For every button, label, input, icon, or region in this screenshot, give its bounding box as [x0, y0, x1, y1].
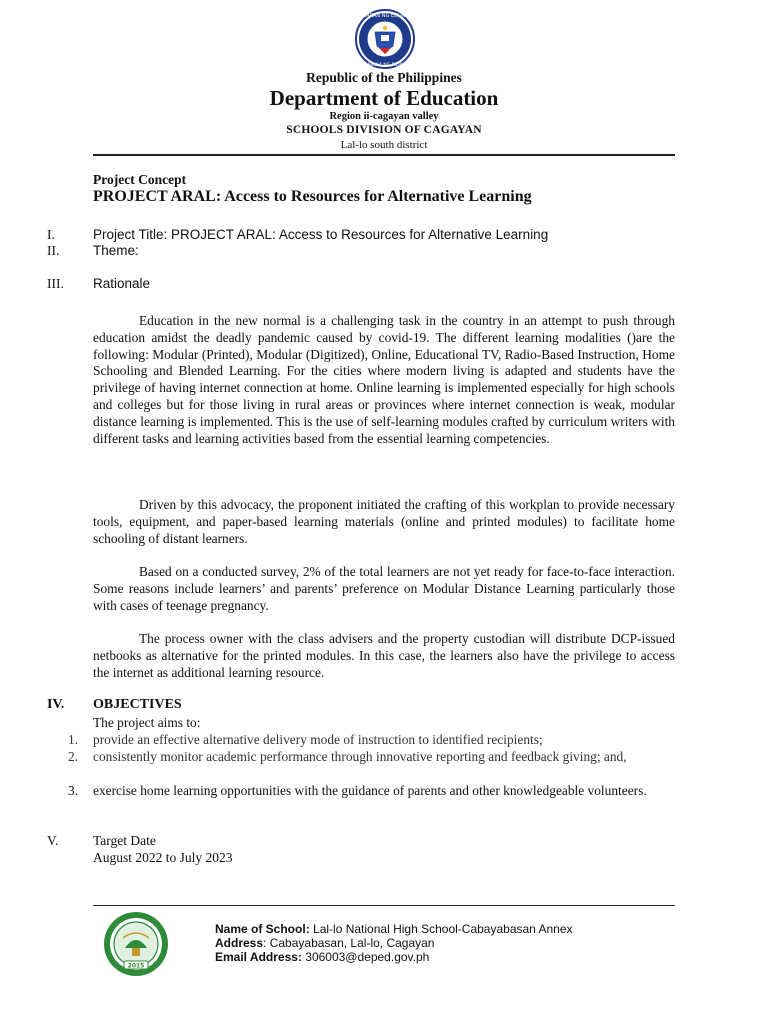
rationale-paragraph-4: The process owner with the class advisers and the property custodian will distribute DCP-issued netbooks as alternative for the printed modules. In this case, the learners also have the privilege to access the internet as additional learning resource. — [93, 631, 675, 680]
footer-school-value: Lal-lo National High School-Cabayabasan Annex — [313, 922, 573, 936]
section-rationale — [0, 276, 768, 294]
section-text: Target Date — [93, 833, 156, 848]
project-concept-label: Project Concept — [93, 172, 187, 187]
objective-item — [60, 732, 675, 749]
section-theme — [0, 243, 768, 261]
footer-address-value: Cabayabasan, Lal-lo, Cagayan — [269, 936, 435, 950]
header-republic: Republic of the Philippines — [306, 70, 462, 85]
section-number: I. — [47, 227, 55, 242]
rationale-paragraph-1: Education in the new normal is a challenging task in the country in an attempt to push through education amidst the deadly pandemic caused by covid-19. The different learning modalities ()are the following: Modular (Printed), Modular (Digitized), Online, Educational TV, Radio-Based Instruction, Home Schooling and Blended Learning. For the cities where modern living is adapted and students have the privilege of having internet connection at home. Online learning is implemented especially for high schools and colleges but for those living in rural areas or provinces where internet connection is weak, modular distance learning is implemented. This is the use of self-learning modules crafted by curriculum writers with different tasks and learning activities based from the essential learning competencies. — [93, 313, 675, 446]
objectives-intro: The project aims to: — [93, 715, 201, 730]
section-target-date — [0, 833, 768, 851]
objective-text: exercise home learning opportunities with the guidance of parents and other knowledgeable volunteers. — [93, 783, 647, 798]
target-date-value: August 2022 to July 2023 — [93, 850, 233, 865]
section-text: OBJECTIVES — [93, 697, 182, 712]
footer-school-name: Name of School: Lal-lo National High School-Cabayabasan Annex — [215, 922, 573, 936]
objective-text: consistently monitor academic performance through innovative reporting and feedback giving; and, — [93, 749, 627, 764]
school-logo — [101, 910, 171, 978]
rationale-paragraph-2: Driven by this advocacy, the proponent initiated the crafting of this workplan to provide necessary tools, equipment, and paper-based learning materials (online and printed modules) to facilitate home schooling of distant learners. — [93, 497, 675, 546]
footer-address: Address: Cabayabasan, Lal-lo, Cagayan — [215, 936, 435, 950]
header-district: Lal-lo south district — [340, 139, 428, 151]
objective-number: 1. — [68, 732, 79, 747]
section-number: III. — [47, 276, 64, 291]
footer-email-value: 306003@deped.gov.ph — [305, 950, 430, 964]
objective-number: 3. — [68, 783, 79, 798]
header-region: Region ii-cagayan valley — [329, 111, 439, 122]
rationale-paragraph-3: Based on a conducted survey, 2% of the total learners are not yet ready for face-to-face interaction. Some reasons include learners’ and parents’ preference on Modular Distance Learning particularly those with cases of teenage pregnancy. — [93, 564, 675, 613]
footer-school-label: Name of School — [215, 922, 306, 936]
section-number: II. — [47, 243, 60, 258]
header-divider — [93, 154, 675, 156]
footer-email: Email Address: 306003@deped.gov.ph — [215, 950, 430, 964]
objective-number: 2. — [68, 749, 79, 764]
section-text: Project Title: PROJECT ARAL: Access to Resources for Alternative Learning — [93, 227, 549, 242]
objective-text: provide an effective alternative delivery mode of instruction to identified recipients; — [93, 732, 543, 747]
footer-address-label: Address — [215, 936, 264, 950]
section-text: Theme: — [93, 243, 139, 258]
section-number: V. — [47, 833, 59, 848]
objective-item — [60, 783, 675, 817]
section-text: Rationale — [93, 276, 151, 291]
seal-ring-text-bottom: REPUBLIKA NG PILIPINAS — [357, 63, 413, 68]
project-concept-title: PROJECT ARAL: Access to Resources for Alternative Learning — [93, 188, 532, 205]
footer-email-label: Email Address — [215, 950, 298, 964]
deped-seal-logo — [344, 8, 426, 70]
footer-divider — [93, 905, 675, 906]
seal-ring-text-top: KAGAWARAN NG EDUKASYON — [348, 13, 422, 19]
section-objectives — [47, 697, 182, 713]
logo-year-text: 2015 — [127, 962, 145, 970]
objective-item — [60, 749, 675, 783]
section-number: IV. — [47, 697, 65, 712]
header-department: Department of Education — [269, 86, 499, 110]
header-division: SCHOOLS DIVISION OF CAGAYAN — [286, 124, 482, 136]
